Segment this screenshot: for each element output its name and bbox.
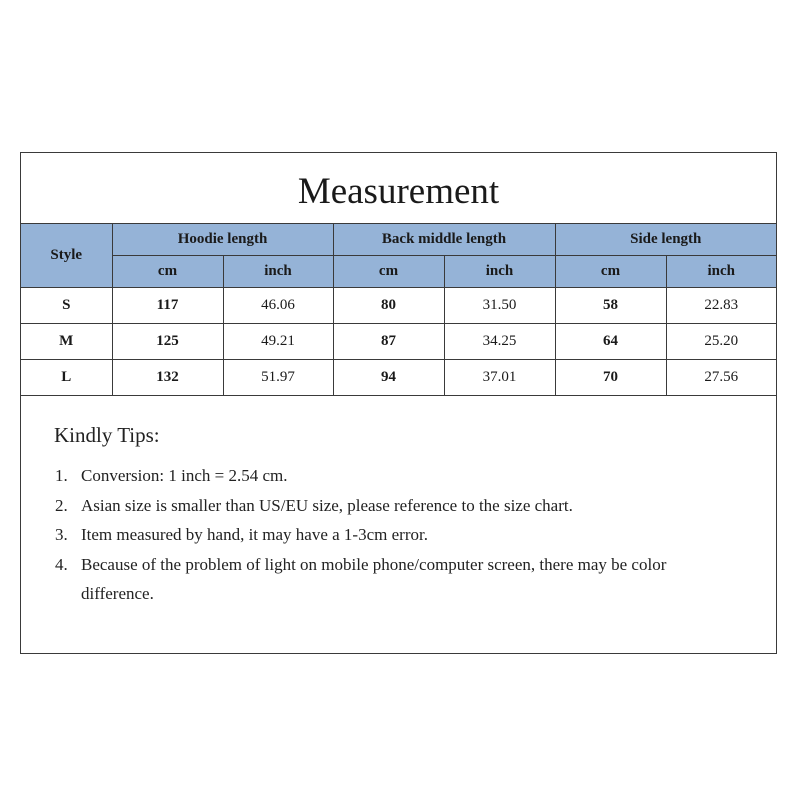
- tip-text: Item measured by hand, it may have a 1-3cm error.: [81, 525, 428, 544]
- list-item: [55, 550, 715, 609]
- table-cell: 94: [333, 360, 444, 396]
- table-cell: 117: [112, 288, 223, 324]
- unit-header: cm: [555, 256, 666, 288]
- size-table: [21, 223, 776, 396]
- table-cell: 58: [555, 288, 666, 324]
- table-unit-row: [21, 256, 776, 288]
- table-cell: 70: [555, 360, 666, 396]
- table-cell: 51.97: [223, 360, 333, 396]
- tips-list: [55, 461, 715, 609]
- page-title: Measurement: [297, 171, 500, 212]
- list-number: 4.: [55, 554, 68, 574]
- column-group-header: Hoodie length: [112, 224, 333, 256]
- column-header-style: Style: [21, 224, 112, 288]
- unit-header: cm: [112, 256, 223, 288]
- list-item: [55, 520, 715, 550]
- size-label: M: [21, 324, 112, 360]
- unit-header: cm: [333, 256, 444, 288]
- size-label: S: [21, 288, 112, 324]
- table-row: [21, 288, 776, 324]
- list-number: 3.: [55, 525, 68, 544]
- table-row: [21, 360, 776, 396]
- list-number: 1.: [55, 466, 68, 485]
- table-cell: 27.56: [666, 360, 776, 396]
- tip-text: Asian size is smaller than US/EU size, please reference to the size chart.: [81, 495, 573, 515]
- table-cell: 31.50: [444, 288, 555, 324]
- tips-heading: Kindly Tips:: [54, 423, 160, 447]
- unit-header: inch: [223, 256, 333, 288]
- unit-header: inch: [444, 256, 555, 288]
- table-cell: 87: [333, 324, 444, 360]
- table-cell: 132: [112, 360, 223, 396]
- table-cell: 22.83: [666, 288, 776, 324]
- table-cell: 46.06: [223, 288, 333, 324]
- list-number: 2.: [55, 495, 68, 515]
- table-cell: 80: [333, 288, 444, 324]
- list-item: [55, 461, 715, 491]
- unit-header: inch: [666, 256, 776, 288]
- table-cell: 25.20: [666, 324, 776, 360]
- table-cell: 34.25: [444, 324, 555, 360]
- size-chart-panel: [20, 152, 777, 654]
- tip-text: Conversion: 1 inch = 2.54 cm.: [81, 466, 288, 485]
- column-group-header: Side length: [555, 224, 776, 256]
- table-cell: 49.21: [223, 324, 333, 360]
- table-cell: 37.01: [444, 360, 555, 396]
- table-row: [21, 324, 776, 360]
- column-group-header: Back middle length: [333, 224, 555, 256]
- list-item: [55, 491, 715, 521]
- table-header-row: [21, 224, 776, 256]
- tip-text: Because of the problem of light on mobile phone/computer screen, there may be color difference.: [81, 554, 667, 603]
- table-cell: 125: [112, 324, 223, 360]
- table-cell: 64: [555, 324, 666, 360]
- size-label: L: [21, 360, 112, 396]
